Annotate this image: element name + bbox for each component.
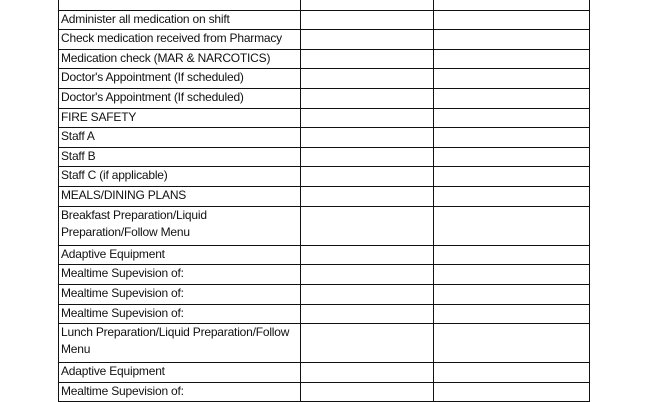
entry-cell-column-2[interactable] [301,108,434,128]
task-label-cell [59,69,301,89]
checklist-row [59,167,590,187]
entry-cell-column-2[interactable] [301,186,434,206]
task-label-cell [59,88,301,108]
entry-cell-column-2[interactable] [301,147,434,167]
task-label: FIRE SAFETY [61,109,137,124]
task-label: Doctor's Appointment (If scheduled) [61,89,244,104]
checklist-row [59,206,590,245]
checklist-row [59,10,590,30]
entry-cell-column-3[interactable] [434,363,590,383]
task-label-cell [59,284,301,304]
task-label-cell [59,0,301,10]
task-label: Medication check (MAR & NARCOTICS) [61,50,271,65]
entry-cell-column-3[interactable] [434,30,590,50]
entry-cell-column-2[interactable] [301,128,434,148]
task-label: Staff A [61,129,95,144]
entry-cell-column-3[interactable] [434,128,590,148]
checklist-row [59,284,590,304]
entry-cell-column-2[interactable] [301,49,434,69]
checklist-row [59,265,590,285]
entry-cell-column-3[interactable] [434,69,590,89]
entry-cell-column-3[interactable] [434,284,590,304]
task-label-cell [59,363,301,383]
task-label-cell [59,186,301,206]
task-label: MEALS/DINING PLANS [61,187,187,202]
task-label: Adaptive Equipment [61,364,165,379]
task-label: Mealtime Supevision of: [61,266,184,281]
checklist-row [59,147,590,167]
entry-cell-column-2[interactable] [301,88,434,108]
entry-cell-column-3[interactable] [434,324,590,363]
entry-cell-column-3[interactable] [434,245,590,265]
task-label-cell [59,265,301,285]
task-label: Staff C (if applicable) [61,168,168,183]
checklist-row [59,324,590,363]
checklist-row [59,382,590,402]
checklist-row [59,69,590,89]
task-label-cell [59,167,301,187]
entry-cell-column-2[interactable] [301,304,434,324]
checklist-row [59,363,590,383]
task-label-cell [59,108,301,128]
entry-cell-column-2[interactable] [301,324,434,363]
checklist-row [59,128,590,148]
entry-cell-column-2[interactable] [301,284,434,304]
entry-cell-column-3[interactable] [434,108,590,128]
checklist-sheet [58,0,588,402]
task-label-cell [59,147,301,167]
task-label: Lunch Preparation/Liquid Preparation/Follow Menu [61,325,290,357]
entry-cell-column-2[interactable] [301,245,434,265]
entry-cell-column-3[interactable] [434,167,590,187]
task-label: Adaptive Equipment [61,246,165,261]
entry-cell-column-2[interactable] [301,30,434,50]
entry-cell-column-2[interactable] [301,382,434,402]
task-label-cell [59,382,301,402]
checklist-row [59,108,590,128]
entry-cell-column-3[interactable] [434,10,590,30]
entry-cell-column-2[interactable] [301,167,434,187]
entry-cell-column-3[interactable] [434,206,590,245]
task-label-cell [59,245,301,265]
task-label: Mealtime Supevision of: [61,305,184,320]
entry-cell-column-3[interactable] [434,382,590,402]
task-label-cell [59,206,301,245]
entry-cell-column-3[interactable] [434,186,590,206]
entry-cell-column-3[interactable] [434,0,590,10]
checklist-body [59,0,590,402]
entry-cell-column-2[interactable] [301,206,434,245]
checklist-row [59,0,590,10]
entry-cell-column-3[interactable] [434,49,590,69]
checklist-row [59,88,590,108]
task-label-cell [59,10,301,30]
checklist-row [59,304,590,324]
checklist-row [59,30,590,50]
entry-cell-column-2[interactable] [301,265,434,285]
entry-cell-column-3[interactable] [434,88,590,108]
task-label: Breakfast Preparation/Liquid Preparation/Follow Menu [61,207,207,239]
task-label-cell [59,49,301,69]
entry-cell-column-2[interactable] [301,10,434,30]
task-label: Administer all medication on shift [61,11,230,26]
shift-checklist-table [58,0,590,402]
task-label-cell [59,128,301,148]
entry-cell-column-3[interactable] [434,304,590,324]
checklist-row [59,245,590,265]
task-label: Doctor's Appointment (If scheduled) [61,70,244,85]
entry-cell-column-3[interactable] [434,147,590,167]
entry-cell-column-3[interactable] [434,265,590,285]
task-label-cell [59,30,301,50]
entry-cell-column-2[interactable] [301,0,434,10]
task-label: Check medication received from Pharmacy [61,31,282,46]
entry-cell-column-2[interactable] [301,363,434,383]
task-label-cell [59,324,301,363]
task-label: Mealtime Supevision of: [61,285,184,300]
checklist-row [59,49,590,69]
task-label: Staff B [61,148,96,163]
checklist-row [59,186,590,206]
task-label: Mealtime Supevision of: [61,383,184,398]
task-label-cell [59,304,301,324]
entry-cell-column-2[interactable] [301,69,434,89]
